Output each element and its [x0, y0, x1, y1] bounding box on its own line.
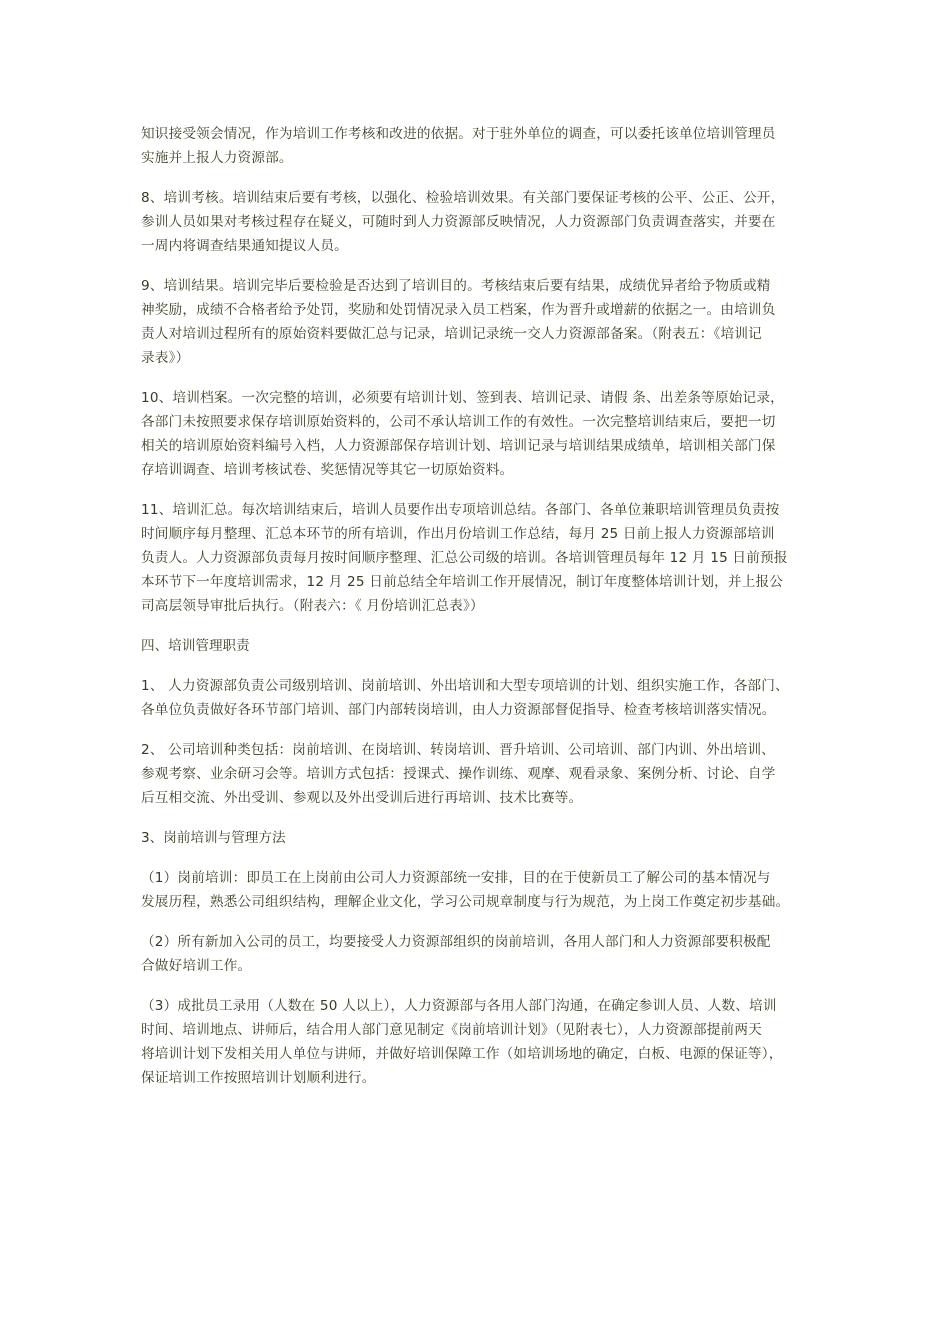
paragraph-item-8 [141, 186, 816, 258]
text-line: 后互相交流、外出受训、参观以及外出受训后进行再培训、技术比赛等。 [141, 790, 583, 806]
text-line: 8、培训考核。培训结束后要有考核，以强化、检验培训效果。有关部门要保证考核的公平、公正、公开， [141, 190, 785, 206]
heading-text: 3、岗前培训与管理方法 [141, 830, 286, 846]
text-line: 合做好培训工作。 [141, 958, 252, 974]
text-line: 本环节下一年度培训需求，12 月 25 日前总结全年培训工作开展情况，制订年度整体培训计划，并上报公 [141, 574, 784, 590]
text-line: 相关的培训原始资料编号入档，人力资源部保存培训计划、培训记录与培训结果成绩单，培训相关部门保 [141, 438, 776, 454]
text-line: 司高层领导审批后执行。（附表六：《 月份培训汇总表》） [141, 598, 484, 614]
text-line: 时间顺序每月整理、汇总本环节的所有培训，作出月份培训工作总结，每月 25 日前上报人力资源部培训 [141, 526, 775, 542]
text-line: 2、 公司培训种类包括：岗前培训、在岗培训、转岗培训、晋升培训、公司培训、部门内训、外出培训、 [141, 742, 776, 758]
subsection-heading-pre-job-training [141, 826, 816, 850]
paragraph-pre-job-2 [141, 930, 816, 978]
text-line: 时间、培训地点、讲师后，结合用人部门意见制定《岗前培训计划》（见附表七），人力资源部提前两天 [141, 1022, 762, 1038]
paragraph-item-11 [141, 498, 816, 618]
text-line: 参观考察、业余研习会等。培训方式包括：授课式、操作训练、观摩、观看录象、案例分析、讨论、自学 [141, 766, 776, 782]
text-line: 各单位负责做好各环节部门培训、部门内部转岗培训，由人力资源部督促指导、检查考核培训落实情况。 [141, 702, 776, 718]
text-line: （1）岗前培训：即员工在上岗前由公司人力资源部统一安排，目的在于使新员工了解公司的基本情况与 [141, 870, 771, 886]
text-line: 将培训计划下发相关用人单位与讲师，并做好培训保障工作（如培训场地的确定，白板、电源的保证等）， [141, 1046, 783, 1062]
heading-text: 四、培训管理职责 [141, 638, 250, 654]
paragraph-pre-job-3 [141, 994, 816, 1090]
text-line: 保证培训工作按照培训计划顺利进行。 [141, 1070, 376, 1086]
text-line: 责人对培训过程所有的原始资料要做汇总与记录，培训记录统一交人力资源部备案。（附表五：《培训记 [141, 326, 762, 342]
paragraph-pre-job-1 [141, 866, 816, 914]
text-line: 9、培训结果。培训完毕后要检验是否达到了培训目的。考核结束后要有结果，成绩优异者给予物质或精 [141, 278, 771, 294]
text-line: 神奖励，成绩不合格者给予处罚，奖励和处罚情况录入员工档案，作为晋升或增薪的依据之一。由培训负 [141, 302, 776, 318]
paragraph-responsibility-1 [141, 674, 816, 722]
text-line: 存培训调查、培训考核试卷、奖惩情况等其它一切原始资料。 [141, 462, 514, 478]
text-line: 10、培训档案。一次完整的培训，必须要有培训计划、签到表、培训记录、请假 条、出差条等原始记录， [141, 390, 784, 406]
paragraph-item-10 [141, 386, 816, 482]
paragraph-survey-continuation [141, 122, 816, 170]
text-line: （3）成批员工录用（人数在 50 人以上），人力资源部与各用人部门沟通，在确定参训人员、人数、培训 [141, 998, 777, 1014]
text-line: 一周内将调查结果通知提议人员。 [141, 238, 348, 254]
text-line: 录表》） [141, 350, 190, 366]
document-body [141, 122, 816, 1106]
text-line: 知识接受领会情况，作为培训工作考核和改进的依据。对于驻外单位的调查，可以委托该单位培训管理员 [141, 126, 776, 142]
text-line: 11、培训汇总。每次培训结束后，培训人员要作出专项培训总结。各部门、各单位兼职培训管理员负责按 [141, 502, 780, 518]
text-line: 各部门未按照要求保存培训原始资料的，公司不承认培训工作的有效性。一次完整培训结束后，要把一切 [141, 414, 776, 430]
text-line: 参训人员如果对考核过程存在疑义，可随时到人力资源部反映情况，人力资源部门负责调查落实，并要在 [141, 214, 776, 230]
text-line: 实施并上报人力资源部。 [141, 150, 293, 166]
text-line: 1、 人力资源部负责公司级别培训、岗前培训、外出培训和大型专项培训的计划、组织实施工作，各部门、 [141, 678, 789, 694]
section-heading-training-responsibilities [141, 634, 816, 658]
paragraph-responsibility-2 [141, 738, 816, 810]
paragraph-item-9 [141, 274, 816, 370]
text-line: 负责人。人力资源部负责每月按时间顺序整理、汇总公司级的培训。各培训管理员每年 12 月 15 日前预报 [141, 550, 788, 566]
text-line: （2）所有新加入公司的员工，均要接受人力资源部组织的岗前培训，各用人部门和人力资源部要积极配 [141, 934, 771, 950]
text-line: 发展历程，熟悉公司组织结构，理解企业文化，学习公司规章制度与行为规范，为上岗工作奠定初步基础。 [141, 894, 790, 910]
